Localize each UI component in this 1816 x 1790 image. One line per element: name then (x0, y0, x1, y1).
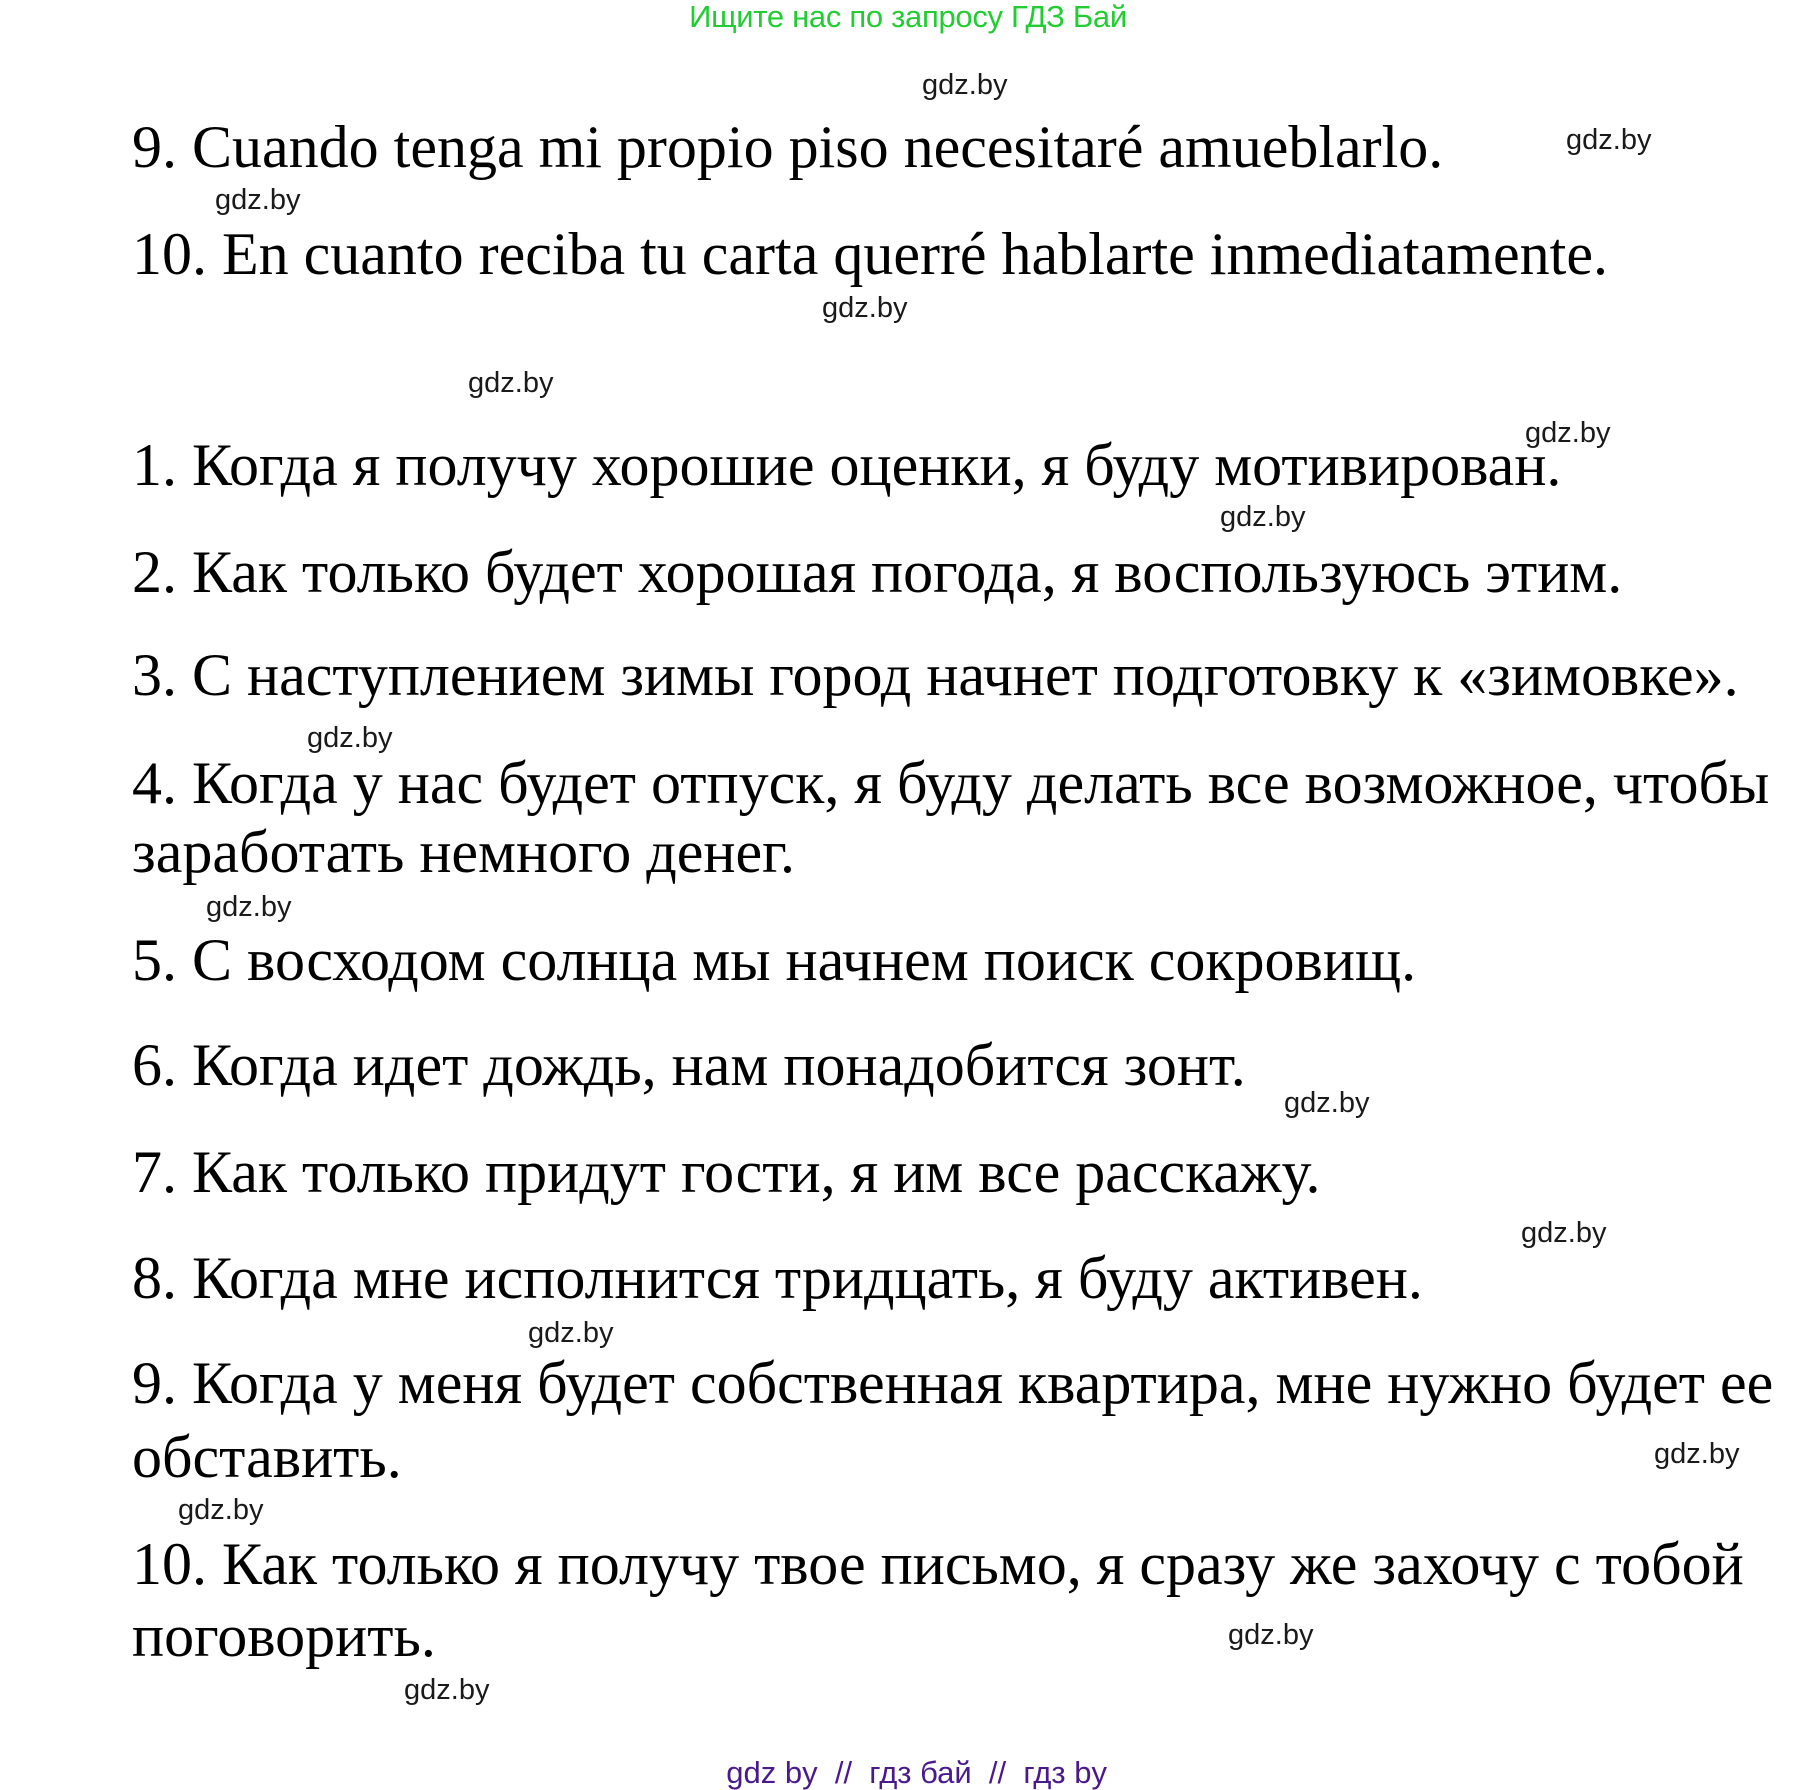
watermark: gdz.by (178, 1494, 264, 1526)
watermark: gdz.by (1228, 1619, 1314, 1651)
watermark: gdz.by (1521, 1217, 1607, 1249)
russian-sentence-10-continuation: поговорить. (132, 1603, 436, 1669)
russian-sentence-5: 5. С восходом солнца мы начнем поиск сокровищ. (132, 927, 1417, 993)
watermark: gdz.by (1220, 501, 1306, 533)
russian-sentence-10: 10. Как только я получу твое письмо, я сразу же захочу с тобой (132, 1531, 1744, 1597)
footer-banner (0, 1722, 1816, 1790)
russian-sentence-9-continuation: обставить. (132, 1424, 402, 1490)
russian-sentence-1: 1. Когда я получу хорошие оценки, я буду мотивирован. (132, 432, 1562, 498)
watermark: gdz.by (922, 69, 1008, 101)
header-banner (0, 0, 1816, 34)
spanish-sentence-10: 10. En cuanto reciba tu carta querré hablarte inmediatamente. (132, 221, 1608, 287)
russian-sentence-3: 3. С наступлением зимы город начнет подготовку к «зимовке». (132, 642, 1739, 708)
watermark: gdz.by (404, 1674, 490, 1706)
russian-sentence-4: 4. Когда у нас будет отпуск, я буду делать все возможное, чтобы (132, 750, 1770, 816)
watermark: gdz.by (206, 891, 292, 923)
spanish-sentence-9: 9. Cuando tenga mi propio piso necesitaré amueblarlo. (132, 114, 1444, 180)
russian-sentence-7: 7. Как только придут гости, я им все расскажу. (132, 1139, 1321, 1205)
watermark: gdz.by (528, 1317, 614, 1349)
watermark: gdz.by (822, 292, 908, 324)
watermark: gdz.by (1525, 417, 1611, 449)
watermark: gdz.by (1284, 1087, 1370, 1119)
russian-sentence-2: 2. Как только будет хорошая погода, я воспользуюсь этим. (132, 539, 1623, 605)
watermark: gdz.by (1566, 124, 1652, 156)
russian-sentence-4-continuation: заработать немного денег. (132, 819, 795, 885)
watermark: gdz.by (1654, 1438, 1740, 1470)
watermark: gdz.by (215, 184, 301, 216)
watermark: gdz.by (307, 722, 393, 754)
russian-sentence-9: 9. Когда у меня будет собственная квартира, мне нужно будет ее (132, 1350, 1774, 1416)
russian-sentence-6: 6. Когда идет дождь, нам понадобится зонт. (132, 1032, 1246, 1098)
watermark: gdz.by (468, 367, 554, 399)
russian-sentence-8: 8. Когда мне исполнится тридцать, я буду активен. (132, 1245, 1423, 1311)
header-banner-text: Ищите нас по запросу ГДЗ Бай (689, 0, 1127, 34)
footer-banner-text: gdz by // гдз бай // гдз by (726, 1755, 1107, 1790)
